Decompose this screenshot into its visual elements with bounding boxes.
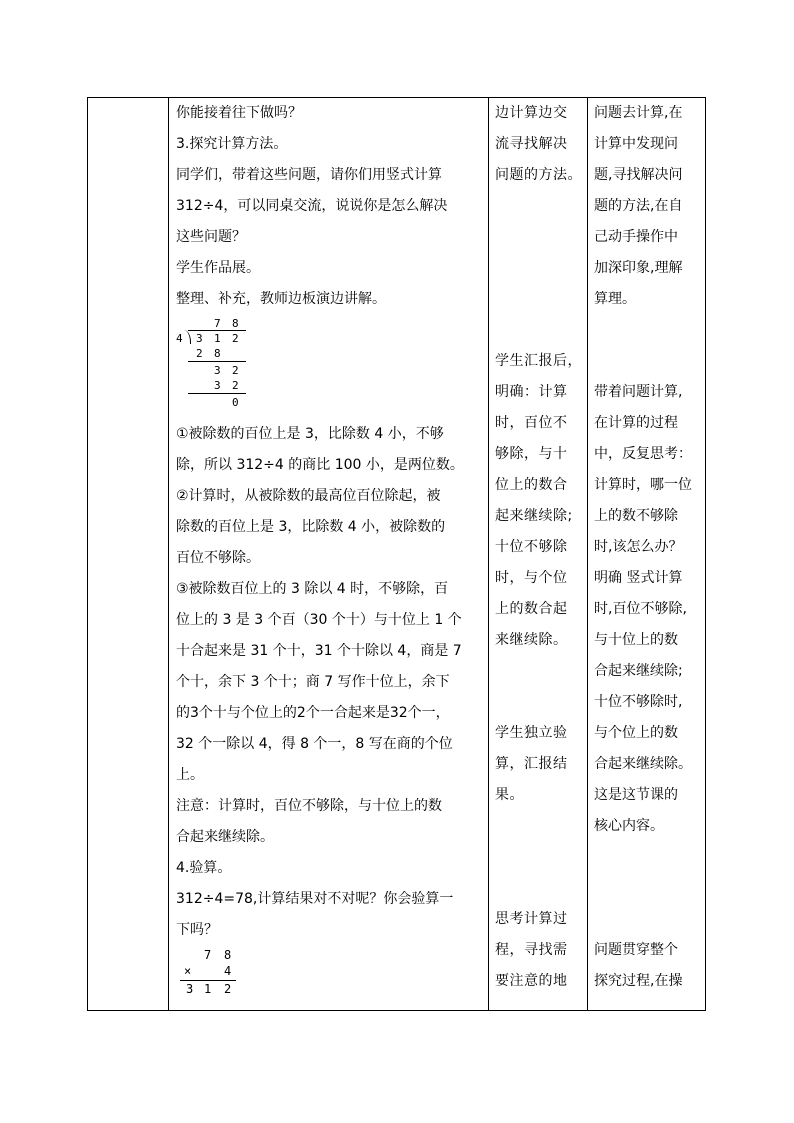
text-line: 这是这节课的 — [594, 787, 678, 803]
intent-block — [594, 98, 682, 315]
text-line: 学生独立验 — [495, 725, 568, 741]
division-line — [188, 393, 246, 394]
division-bar — [188, 330, 246, 331]
text-line: 思考计算过 — [495, 911, 568, 927]
text-line: ②计算时，从被除数的最高位百位除起，被 — [176, 488, 441, 504]
mult-digit: 4 — [224, 964, 232, 978]
dividend-digit: 3 — [196, 332, 203, 345]
activity-block — [495, 98, 582, 191]
text-line: 32 个一除以 4，得 8 个一，8 写在商的个位 — [176, 736, 453, 752]
text-line: 时,百位不够除, — [594, 601, 687, 617]
lesson-plan-table — [87, 97, 706, 1011]
text-line: 的3个十与个位上的2个一合起来是32个一， — [176, 705, 450, 721]
text-line: 上的数合起 — [495, 601, 568, 617]
text-line: ①被除数的百位上是 3，比除数 4 小，不够 — [176, 426, 444, 442]
text-line: 起来继续除; — [495, 508, 573, 524]
text-line: 3.探究计算方法。 — [176, 136, 288, 152]
text-line: 同学们，带着这些问题，请你们用竖式计算 — [176, 167, 442, 183]
text-line: 时，百位不 — [495, 415, 568, 431]
column-divider — [587, 98, 588, 1010]
multiply-sign: × — [184, 964, 192, 978]
process-lines-top — [176, 98, 488, 315]
division-line — [188, 361, 246, 362]
text-line: 这些问题？ — [176, 229, 246, 245]
text-line: 你能接着往下做吗？ — [176, 105, 302, 121]
text-line: 位上的 3 是 3 个百（30 个十）与十位上 1 个 — [176, 612, 462, 628]
dividend-digit: 1 — [214, 332, 221, 345]
activity-block — [495, 346, 582, 656]
text-line: 整理、补充，教师边板演边讲解。 — [176, 291, 386, 307]
teaching-process-cell — [174, 98, 488, 1008]
text-line: 时,该怎么办？ — [594, 539, 683, 555]
text-line: 在计算的过程 — [594, 415, 678, 431]
text-line: 流寻找解决 — [495, 136, 568, 152]
stage-cell — [88, 98, 168, 1010]
text-line: 计算时，哪一位 — [594, 477, 692, 493]
text-line: 时，与个位 — [495, 570, 568, 586]
text-line: 带着问题计算, — [594, 384, 683, 400]
text-line: 312÷4=78,计算结果对不对呢？你会验算一 — [176, 891, 454, 907]
activity-block — [495, 904, 568, 997]
text-line: 十合起来是 31 个十，31 个十除以 4，商是 7 — [176, 643, 462, 659]
text-line: 己动手操作中 — [594, 229, 678, 245]
text-line: 问题的方法。 — [495, 167, 582, 183]
mult-result-digit: 1 — [204, 982, 212, 996]
text-line: 算理。 — [594, 291, 636, 307]
text-line: 个十，余下 3 个十；商 7 写作十位上，余下 — [176, 674, 450, 690]
column-divider — [168, 98, 169, 1010]
text-line: 果。 — [495, 787, 524, 803]
text-line: 除，所以 312÷4 的商比 100 小，是两位数。 — [176, 457, 464, 473]
step-digit: 2 — [196, 347, 203, 360]
dividend-digit: 2 — [232, 332, 239, 345]
text-line: 够除，与十 — [495, 446, 568, 462]
text-line: 探究过程,在操 — [594, 973, 683, 989]
step-digit: 8 — [214, 347, 221, 360]
text-line: 明确：计算 — [495, 384, 568, 400]
column-divider — [488, 98, 489, 1010]
text-line: 算，汇报结 — [495, 756, 568, 772]
activity-block — [495, 718, 568, 811]
text-line: 题,寻找解决问 — [594, 167, 683, 183]
text-line: 问题去计算,在 — [594, 105, 683, 121]
quotient-digit: 7 — [214, 317, 221, 330]
text-line: 边计算边交 — [495, 105, 568, 121]
text-line: 来继续除。 — [495, 632, 568, 648]
long-division-312-by-4 — [176, 317, 276, 413]
divisor: 4 — [176, 332, 183, 345]
text-line: 312÷4，可以同桌交流，说说你是怎么解决 — [176, 198, 448, 214]
text-line: 中，反复思考： — [594, 446, 692, 462]
text-line: 题的方法,在自 — [594, 198, 683, 214]
mult-line — [180, 980, 236, 981]
step-digit: 3 — [214, 364, 221, 377]
remainder: 0 — [232, 396, 239, 409]
text-line: 注意：计算时，百位不够除，与十位上的数 — [176, 798, 442, 814]
text-line: 十位不够除时, — [594, 694, 683, 710]
text-line: 问题贯穿整个 — [594, 942, 678, 958]
process-lines-bottom — [176, 419, 488, 946]
text-line: 合起来继续除; — [594, 663, 683, 679]
text-line: 计算中发现问 — [594, 136, 678, 152]
mult-digit: 8 — [224, 948, 232, 962]
mult-digit: 7 — [204, 948, 212, 962]
text-line: 百位不够除。 — [176, 550, 260, 566]
step-digit: 2 — [232, 379, 239, 392]
text-line: 与十位上的数 — [594, 632, 678, 648]
text-line: 核心内容。 — [594, 818, 664, 834]
text-line: 学生作品展。 — [176, 260, 260, 276]
text-line: 下吗？ — [176, 922, 218, 938]
text-line: 4.验算。 — [176, 860, 232, 876]
text-line: 明确 竖式计算 — [594, 570, 683, 586]
text-line: 十位不够除 — [495, 539, 568, 555]
text-line: 位上的数合 — [495, 477, 568, 493]
text-line: 合起来继续除。 — [594, 756, 692, 772]
text-line: 除数的百位上是 3，比除数 4 小，被除数的 — [176, 519, 446, 535]
quotient-digit: 8 — [232, 317, 239, 330]
division-bracket — [184, 330, 191, 344]
text-line: 学生汇报后， — [495, 353, 582, 369]
text-line: 程，寻找需 — [495, 942, 568, 958]
text-line: 合起来继续除。 — [176, 829, 274, 845]
text-line: 加深印象,理解 — [594, 260, 683, 276]
intent-block — [594, 935, 682, 997]
text-line: ③被除数百位上的 3 除以 4 时，不够除，百 — [176, 581, 449, 597]
verification-multiplication — [176, 948, 276, 1008]
step-digit: 3 — [214, 379, 221, 392]
intent-block — [594, 377, 692, 842]
text-line: 上。 — [176, 767, 204, 783]
mult-result-digit: 3 — [186, 982, 194, 996]
text-line: 要注意的地 — [495, 973, 568, 989]
step-digit: 2 — [232, 364, 239, 377]
text-line: 上的数不够除 — [594, 508, 678, 524]
text-line: 与个位上的数 — [594, 725, 678, 741]
mult-result-digit: 2 — [224, 982, 232, 996]
